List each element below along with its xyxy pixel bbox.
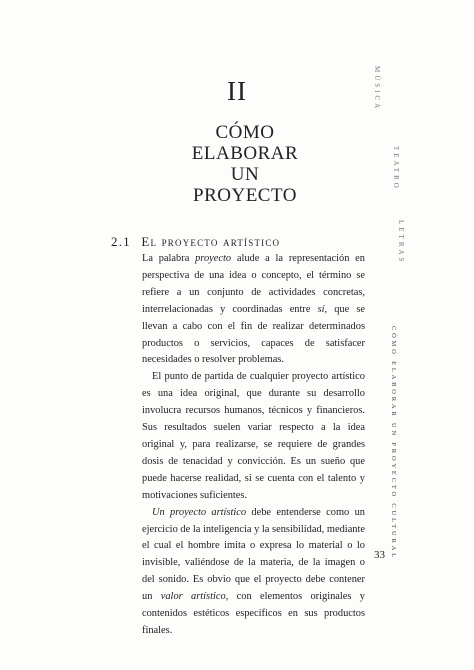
paragraph: Un proyecto artístico debe entenderse como un ejercicio de la inteligencia y la sensibilidad, mediante el cual el hombre imita o expresa lo material o lo invisible, valiéndose de la materia, de la imagen o del sonido. Es obvio que el proyecto debe contener un valor artístico, con elementos originales y contenidos estéticos específicos en sus productos finales. — [142, 506, 365, 636]
paragraph: El punto de partida de cualquier proyecto artístico es una idea original, que durante su desarrollo involucra recursos humanos, técnicos y financieros. Sus resultados suelen variar respecto a la idea original y, para realizarse, se requiere de grandes dosis de tenacidad y convicción. Es un sueño que puede hacerse realidad, si se cuenta con el talento y motivaciones suficientes. — [142, 371, 365, 501]
running-head: CÓMO ELABORAR UN PROYECTO CULTURAL — [390, 326, 397, 560]
chapter-title-line: CÓMO — [215, 122, 275, 143]
chapter-title-line: UN — [230, 164, 260, 185]
body-text — [142, 251, 365, 640]
section-number: 2.1 — [111, 234, 131, 249]
side-label-teatro: TEATRO — [392, 146, 400, 191]
paragraph: La palabra proyecto alude a la representación en perspectiva de una idea o concepto, el término se refiere a un conjunto de actividades concretas, interrelacionadas y coordinadas entre sí, que se llevan a cabo con el fin de realizar determinados productos o servicios, capaces de satisfacer necesidades o resolver problemas. — [142, 253, 365, 366]
chapter-title — [0, 122, 474, 206]
side-label-musica: MÚSICA — [373, 66, 381, 112]
chapter-title-line: ELABORAR — [191, 143, 299, 164]
section-title: El proyecto artístico — [141, 234, 281, 249]
chapter-number: II — [227, 76, 247, 106]
section-heading — [111, 234, 280, 250]
chapter-title-line: PROYECTO — [193, 185, 297, 206]
side-label-letras: LETRAS — [397, 220, 405, 265]
page-number: 33 — [374, 549, 385, 561]
